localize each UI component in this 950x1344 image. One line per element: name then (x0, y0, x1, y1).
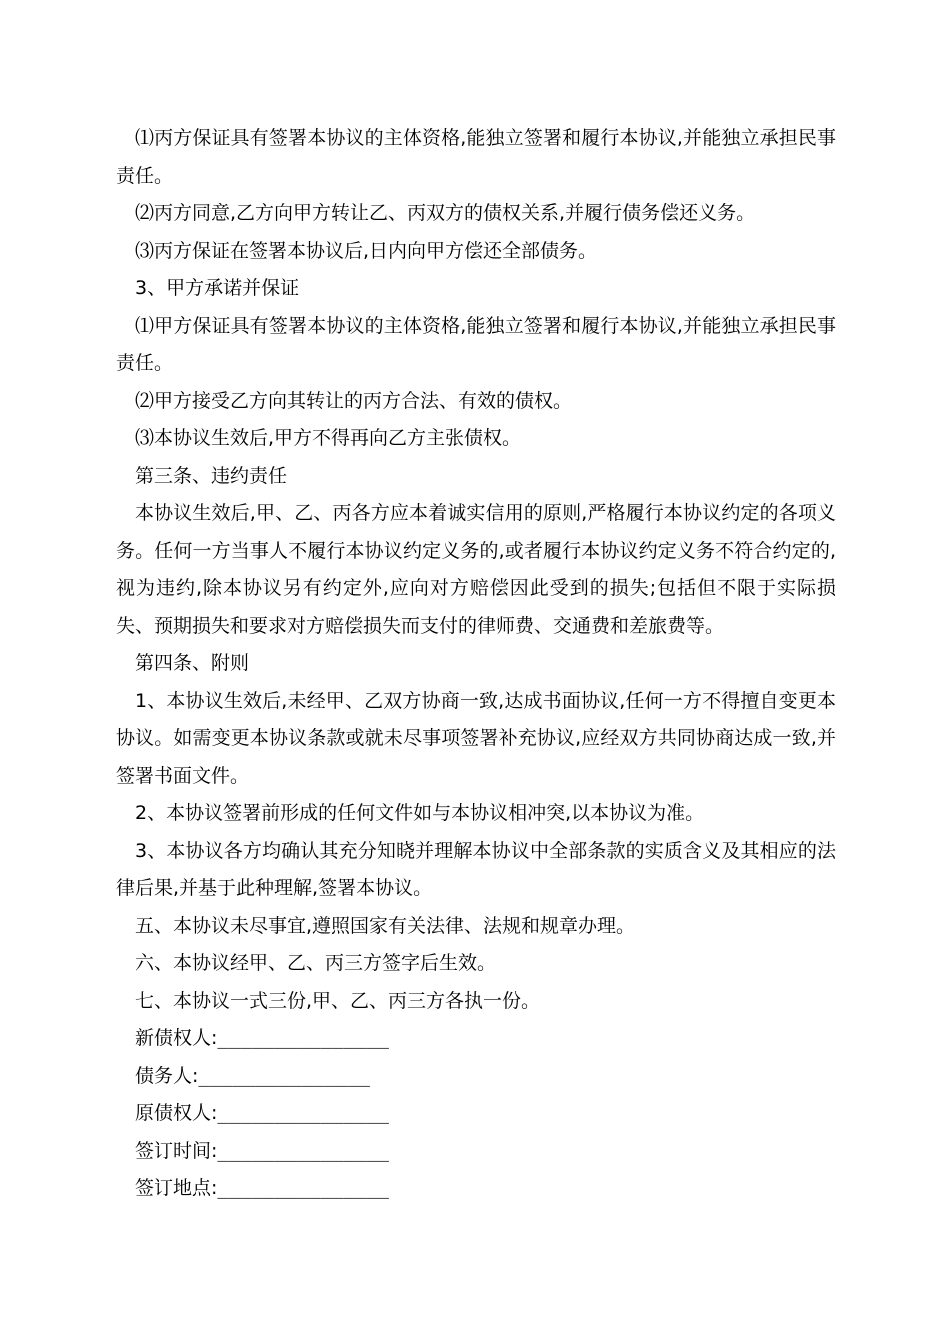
signature-place (116, 1170, 836, 1208)
signature-label: 原债权人: (135, 1102, 218, 1124)
document-body (116, 120, 836, 1208)
signature-label: 新债权人: (135, 1027, 218, 1049)
signature-line: _______________ (217, 1027, 389, 1049)
signature-line: _______________ (217, 1139, 389, 1162)
signature-date (116, 1133, 836, 1171)
paragraph-breach-liability: 本协议生效后,甲、乙、丙各方应本着诚实信用的原则,严格履行本协议约定的各项义务。任何一方当事人不履行本协议约定义务的,或者履行本协议约定义务不符合约定的,视为违约,除本协议另有约定外,应向对方赔偿因此受到的损失;包括但不限于实际损失、预期损失和要求对方赔偿损失而支付的律师费、交通费和差旅费等。 (116, 502, 836, 637)
paragraph-bing-agree: ⑵丙方同意,乙方向甲方转让乙、丙双方的债权关系,并履行债务偿还义务。 (135, 202, 756, 224)
signature-label: 债务人: (135, 1064, 199, 1087)
paragraph-acknowledgement: 3、本协议各方均确认其充分知晓并理解本协议中全部条款的实质含义及其相应的法律后果,并基于此种理解,签署本协议。 (116, 839, 836, 899)
signature-label: 签订地点: (135, 1177, 218, 1199)
heading-article-3: 第三条、违约责任 (135, 464, 288, 487)
heading-article-4: 第四条、附则 (135, 652, 250, 674)
paragraph-jia-accept: ⑵甲方接受乙方向其转让的丙方合法、有效的债权。 (135, 389, 573, 412)
paragraph-amendment: 1、本协议生效后,未经甲、乙双方协商一致,达成书面协议,任何一方不得擅自变更本协议。如需变更本协议条款或就未尽事项签署补充协议,应经双方共同协商达成一致,并签署书面文件。 (116, 689, 836, 787)
heading-jia-promise: 3、甲方承诺并保证 (135, 277, 300, 299)
signature-new-creditor (116, 1020, 836, 1058)
paragraph-matters-not-covered: 五、本协议未尽事宜,遵照国家有关法律、法规和规章办理。 (135, 914, 636, 937)
paragraph-effective: 六、本协议经甲、乙、丙三方签字后生效。 (135, 952, 497, 974)
signature-line: _______________ (198, 1064, 370, 1087)
paragraph-jia-qualification: ⑴甲方保证具有签署本协议的主体资格,能独立签署和履行本协议,并能独立承担民事责任。 (116, 314, 836, 374)
signature-label: 签订时间: (135, 1139, 218, 1162)
signature-line: _______________ (217, 1102, 389, 1124)
paragraph-bing-qualification: ⑴丙方保证具有签署本协议的主体资格,能独立签署和履行本协议,并能独立承担民事责任。 (116, 127, 836, 187)
paragraph-precedence: 2、本协议签署前形成的任何文件如与本协议相冲突,以本协议为准。 (135, 802, 705, 824)
paragraph-bing-repay: ⑶丙方保证在签署本协议后,日内向甲方偿还全部债务。 (135, 239, 598, 262)
paragraph-jia-no-claim: ⑶本协议生效后,甲方不得再向乙方主张债权。 (135, 427, 522, 449)
signature-original-creditor (116, 1095, 836, 1133)
paragraph-copies: 七、本协议一式三份,甲、乙、丙三方各执一份。 (135, 989, 541, 1012)
signature-line: _______________ (217, 1177, 389, 1199)
signature-debtor (116, 1058, 836, 1096)
